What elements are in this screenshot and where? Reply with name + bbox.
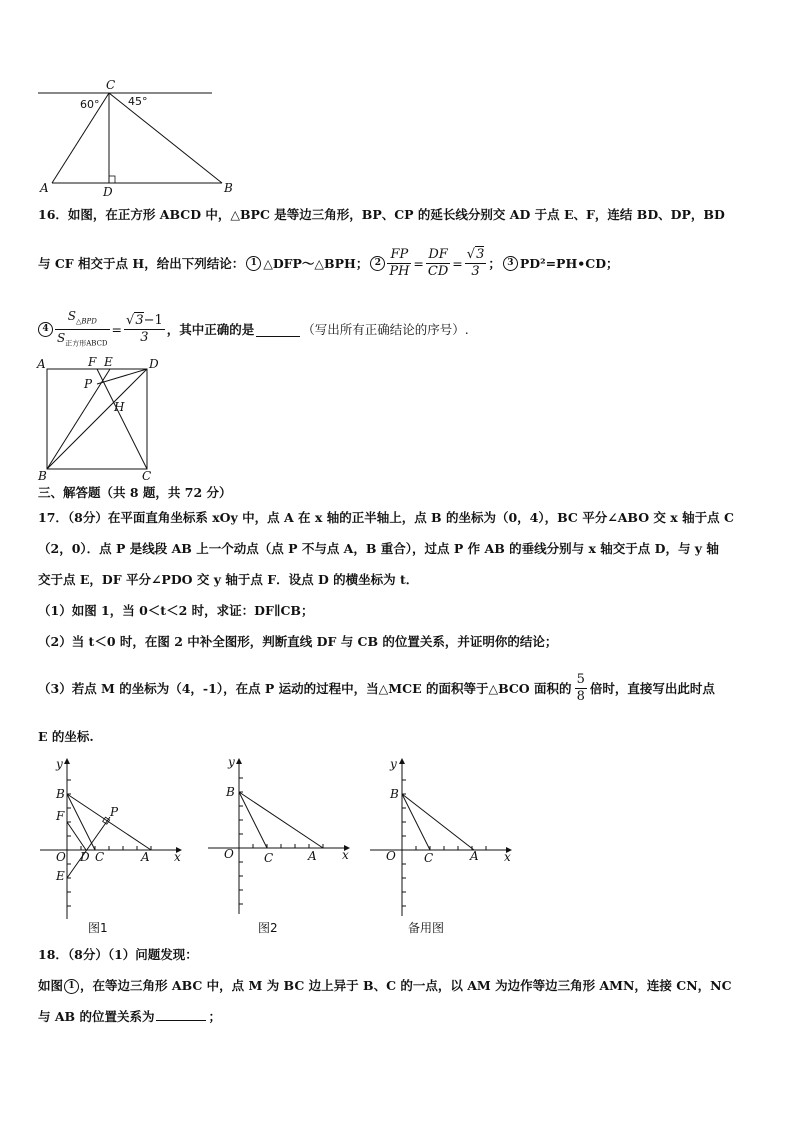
label-d: D	[149, 357, 159, 371]
q18-line2: 如图 1 ，在等边三角形 ABC 中，点 M 为 BC 边上异于 B、C 的一点，以 AM 为边作等边三角形 AMN，连接 CN，NC	[38, 978, 732, 993]
label-f: F	[88, 355, 97, 369]
label-b: B	[38, 469, 47, 483]
circled-3: 3	[503, 256, 518, 271]
figure-2	[204, 754, 354, 939]
line-ba	[67, 794, 151, 850]
separator: ；	[488, 255, 501, 271]
line-ep	[67, 817, 110, 878]
label-d: D	[80, 850, 90, 864]
label-y: y	[390, 757, 397, 771]
circled-1: 1	[246, 256, 261, 271]
label-a: A	[37, 357, 46, 371]
figure-spare	[366, 754, 516, 939]
conclusion-3: PD²=PH•CD；	[519, 255, 619, 271]
circled-2: 2	[370, 256, 385, 271]
label-x: x	[504, 850, 511, 864]
q17-line2: （2，0）．点 P 是线段 AB 上一个动点（点 P 不与点 A，B 重合），过点 P 作 AB 的垂线分别与 x 轴交于点 D，与 y 轴	[38, 541, 719, 556]
section-heading: 三、解答题（共 8 题，共 72 分）	[38, 485, 232, 500]
label-c: C	[142, 469, 152, 483]
label-a: A	[470, 849, 479, 863]
label-c: C	[106, 78, 116, 92]
figure-1	[36, 754, 196, 939]
label-y: y	[228, 755, 235, 769]
conclusion-1: △DFP～△BPH；	[263, 255, 369, 271]
label-b: B	[226, 785, 235, 799]
fraction-5-8: $\frac{5}{8}$	[576, 672, 585, 704]
line-bc	[67, 794, 95, 850]
label-a: A	[40, 181, 49, 195]
q16-line3-post: ，其中正确的是	[166, 321, 255, 337]
figure-q15	[30, 74, 233, 199]
ticks	[239, 778, 323, 904]
answer-blank-q16[interactable]	[256, 323, 300, 337]
label-d: D	[103, 185, 113, 199]
q17-part2: （2）当 t＜0 时，在图 2 中补全图形，判断直线 DF 与 CB 的位置关系，并证明你的结论；	[38, 634, 558, 649]
angle-60-label: 60°	[80, 98, 100, 111]
fraction-fp-ph: $\frac{FP}{PH}$	[389, 247, 410, 279]
label-x: x	[342, 848, 349, 862]
side-cb	[109, 93, 222, 183]
label-f: F	[56, 809, 65, 823]
right-angle-mark	[109, 176, 115, 183]
label-e: E	[56, 869, 65, 883]
label-e: E	[104, 355, 113, 369]
q17-part3: （3）若点 M 的坐标为（4，-1），在点 P 运动的过程中，当△MCE 的面积等于△BCO 面积的 $\frac{5}{8}$ 倍时，直接写出此时点	[38, 672, 715, 704]
label-a: A	[308, 849, 317, 863]
angle-45-label: 45°	[128, 95, 148, 108]
fraction-sqrt3-minus1-over-3: $\frac{√3-1}{3}$	[126, 313, 163, 346]
figure-spare-caption: 备用图	[408, 921, 445, 935]
label-h: H	[114, 400, 125, 414]
ticks	[402, 780, 486, 906]
label-p: P	[84, 377, 93, 391]
circled-4: 4	[38, 322, 53, 337]
label-a: A	[141, 850, 150, 864]
q16-line1: 16．如图，在正方形 ABCD 中，△BPC 是等边三角形，BP、CP 的延长线分别交 AD 于点 E、F，连结 BD、DP，BD	[38, 207, 725, 222]
q18-line3: 与 AB 的位置关系为 ；	[38, 1009, 221, 1024]
line-ba	[402, 794, 474, 850]
y-arrow	[64, 758, 70, 764]
line-ba	[239, 792, 323, 848]
line-cf	[97, 369, 147, 469]
circled-1: 1	[64, 979, 79, 994]
y-arrow	[236, 758, 242, 764]
label-x: x	[174, 850, 181, 864]
fraction-area-ratio: $\frac{S_{\triangle BPD}}{S_{正方形ABCD}}$	[57, 309, 108, 348]
q17-part3-tail: E 的坐标.	[38, 729, 94, 744]
q16-line3: 4 $\frac{S_{\triangle BPD}}{S_{正方形ABCD}}$ = $\frac{√3-1}{3}$ ，其中正确的是 （写出所有正确结论的序号）.	[38, 308, 469, 352]
figure-2-caption: 图2	[258, 921, 278, 935]
figure-1-caption: 图1	[88, 921, 108, 935]
q18-line1: 18．（8分）（1）问题发现：	[38, 947, 198, 962]
label-c: C	[424, 851, 434, 865]
label-y: y	[56, 757, 63, 771]
label-b: B	[224, 181, 233, 195]
answer-blank-q18[interactable]	[156, 1007, 206, 1021]
fraction-df-cd: $\frac{DF}{CD}$	[427, 247, 449, 279]
line-be	[47, 369, 110, 469]
ticks	[67, 780, 151, 906]
label-o: O	[224, 847, 234, 861]
q17-part1: （1）如图 1，当 0＜t＜2 时，求证：DF∥CB；	[38, 603, 314, 618]
label-b: B	[390, 787, 399, 801]
figure-q16-square	[34, 354, 164, 484]
line-bc	[239, 792, 267, 848]
label-c: C	[95, 850, 105, 864]
label-p: P	[110, 805, 119, 819]
label-c: C	[264, 851, 274, 865]
label-o: O	[386, 849, 396, 863]
q16-line3-tail: （写出所有正确结论的序号）.	[302, 321, 469, 337]
label-o: O	[56, 850, 66, 864]
fraction-sqrt3-3: $\frac{√3}{3}$	[466, 247, 485, 279]
q16-line2-pre: 与 CF 相交于点 H，给出下列结论：	[38, 255, 245, 271]
y-arrow	[399, 758, 405, 764]
line-bc	[402, 794, 430, 850]
label-b: B	[56, 787, 65, 801]
q17-line1: 17．（8分）在平面直角坐标系 xOy 中，点 A 在 x 轴的正半轴上，点 B 的坐标为（0，4），BC 平分∠ABO 交 x 轴于点 C	[38, 510, 734, 525]
q16-line2: 与 CF 相交于点 H，给出下列结论： 1 △DFP～△BPH； 2 $\frac{FP}{PH}$ = $\frac{DF}{CD}$ = $\frac{√3}{3}$ ； 3 PD²=PH•CD；	[38, 247, 619, 279]
q17-line3: 交于点 E，DF 平分∠PDO 交 y 轴于点 F．设点 D 的横坐标为 t．	[38, 572, 419, 587]
